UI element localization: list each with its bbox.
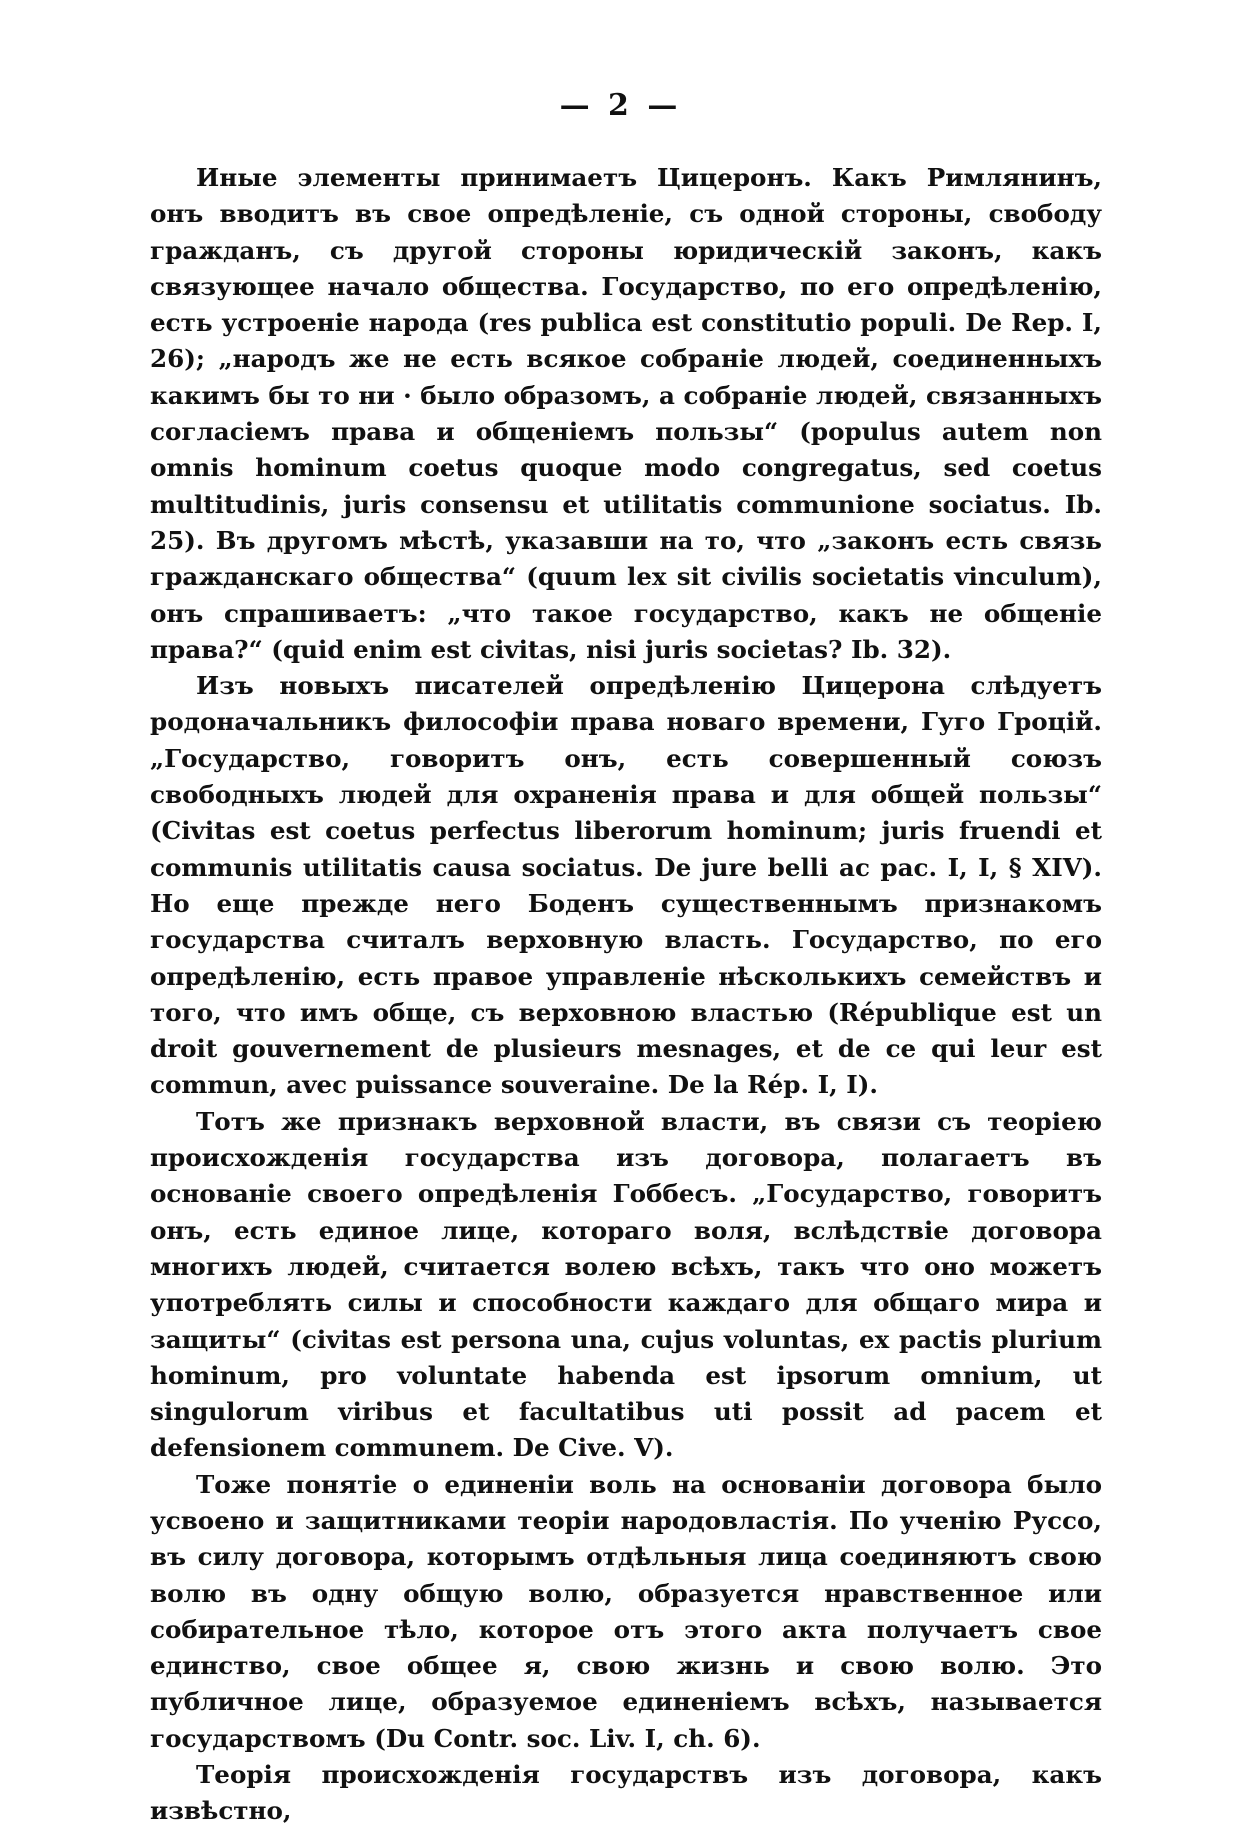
paragraph-hobbes: Тотъ же признакъ верховной власти, въ связи съ теоріею происхожденія государства изъ договора, полагаетъ въ основаніе своего опредѣленія Гоббесъ. „Государство, говоритъ онъ, есть единое лице, котораго воля, вслѣдствіе договора многихъ людей, считается волею всѣхъ, такъ что оно можетъ употреблять силы и способности каждаго для общаго мира и защиты“ (civitas est persona una, cujus voluntas, ex pactis plurium hominum, pro voluntate habenda est ipsorum omnium, ut singulorum viribus et facultatibus uti possit ad pacem et defensionem communem. De Cive. V). bbox=[150, 1106, 1102, 1463]
page-number: — 2 — bbox=[559, 88, 682, 123]
paragraph-contract-theory: Теорія происхожденія государствъ изъ договора, какъ извѣстно, bbox=[150, 1760, 1102, 1826]
paragraph-cicero: Иные элементы принимаетъ Цицеронъ. Какъ Римлянинъ, онъ вводитъ въ свое опредѣленіе, съ одной стороны, свободу гражданъ, съ другой стороны юридическій законъ, какъ связующее начало общества. Государство, по его опредѣленію, есть устроеніе народа (res publica est constitutio populi. De Rep. I, 26); „народъ же не есть всякое собраніе людей, соединенныхъ какимъ бы то ни · было образомъ, а собраніе людей, связанныхъ согласіемъ права и общеніемъ пользы“ (populus autem non omnis hominum coetus quoque modo congregatus, sed coetus multitudinis, juris consensu et utilitatis communione sociatus. Ib. 25). Въ другомъ мѣстѣ, указавши на то, что „законъ есть связь гражданскаго общества“ (quum lex sit civilis societatis vinculum), онъ спрашиваетъ: „что такое государство, какъ не общеніе права?“ (quid enim est civitas, nisi juris societas? Ib. 32). bbox=[150, 163, 1102, 664]
paragraph-grotius-bodin: Изъ новыхъ писателей опредѣленію Цицерона слѣдуетъ родоначальникъ философіи права новаго времени, Гуго Гроцій. „Государство, говоритъ онъ, есть совершенный союзъ свободныхъ людей для охраненія права и для общей пользы“ (Civitas est coetus perfectus liberorum hominum; juris fruendi et communis utilitatis causa sociatus. De jure belli ac pac. I, I, § XIV). Но еще прежде него Боденъ существеннымъ признакомъ государства считалъ верховную власть. Государство, по его опредѣленію, есть правое управленіе нѣсколькихъ семействъ и того, что имъ обще, съ верховною властью (République est un droit gouvernement de plusieurs mesnages, et de ce qui leur est commun, avec puissance souveraine. De la Rép. I, I). bbox=[150, 671, 1102, 1100]
body-text bbox=[150, 160, 1102, 1830]
paragraph-rousseau: Тоже понятіе о единеніи воль на основаніи договора было усвоено и защитниками теоріи народовластія. По ученію Руссо, въ силу договора, которымъ отдѣльныя лица соединяютъ свою волю въ одну общую волю, образуется нравственное или собирательное тѣло, которое отъ этого акта получаетъ свое единство, свое общее я, свою жизнь и свою волю. Это публичное лице, образуемое единеніемъ всѣхъ, называется государствомъ (Du Contr. soc. Liv. I, ch. 6). bbox=[150, 1469, 1102, 1753]
